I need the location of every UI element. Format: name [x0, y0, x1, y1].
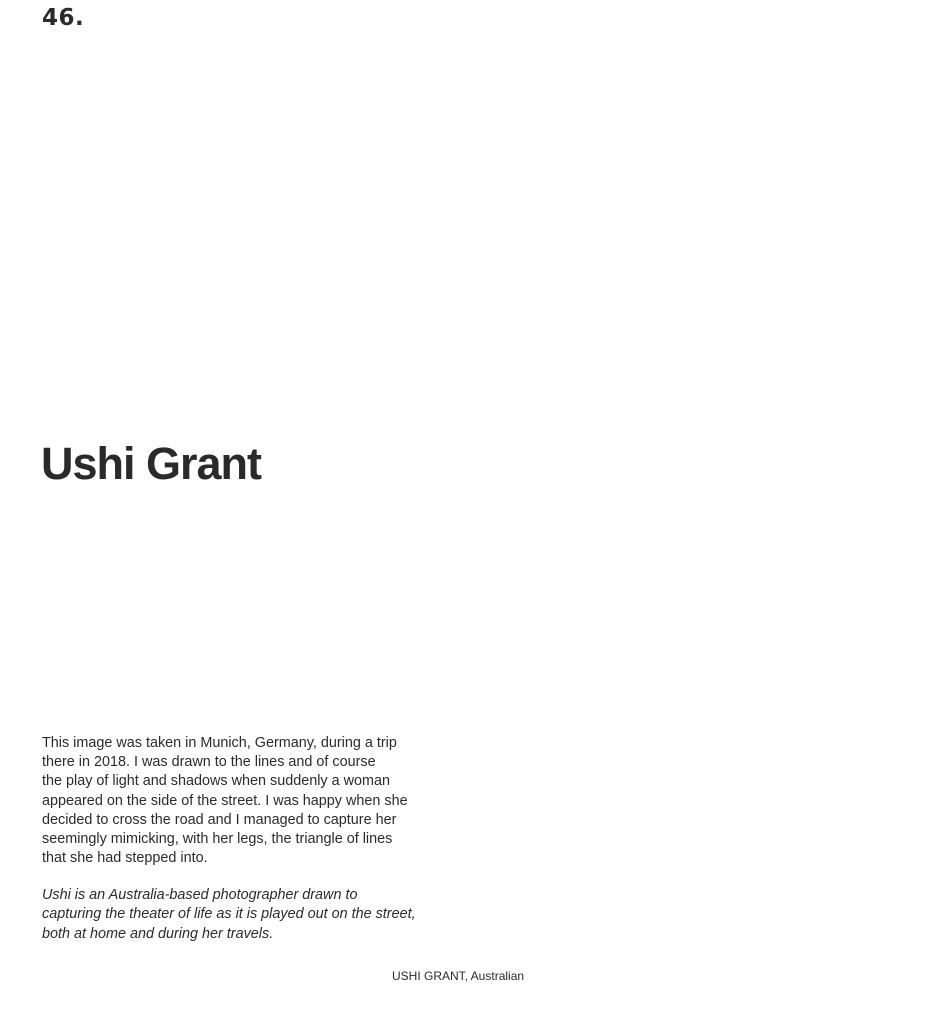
description-line: seemingly mimicking, with her legs, the triangle of lines	[42, 831, 393, 848]
description-line: decided to cross the road and I managed to capture her	[42, 811, 397, 828]
photo-credit: USHI GRANT, Australian	[392, 969, 525, 983]
page-number: 46.	[42, 5, 85, 31]
description-line: appeared on the side of the street. I was happy when she	[42, 792, 408, 809]
bio-line: capturing the theater of life as it is played out on the street,	[42, 906, 416, 923]
bio-line: Ushi is an Australia-based photographer drawn to	[42, 887, 358, 903]
description-line: This image was taken in Munich, Germany, during a trip	[42, 735, 397, 751]
description-paragraph	[42, 734, 442, 868]
description-line: that she had stepped into.	[42, 850, 208, 867]
bio-line: both at home and during her travels.	[42, 925, 274, 942]
page-title: Ushi Grant	[41, 438, 262, 489]
bio-paragraph	[42, 886, 452, 944]
description-line: there in 2018. I was drawn to the lines and of course	[42, 754, 376, 771]
description-line: the play of light and shadows when suddenly a woman	[42, 773, 390, 790]
